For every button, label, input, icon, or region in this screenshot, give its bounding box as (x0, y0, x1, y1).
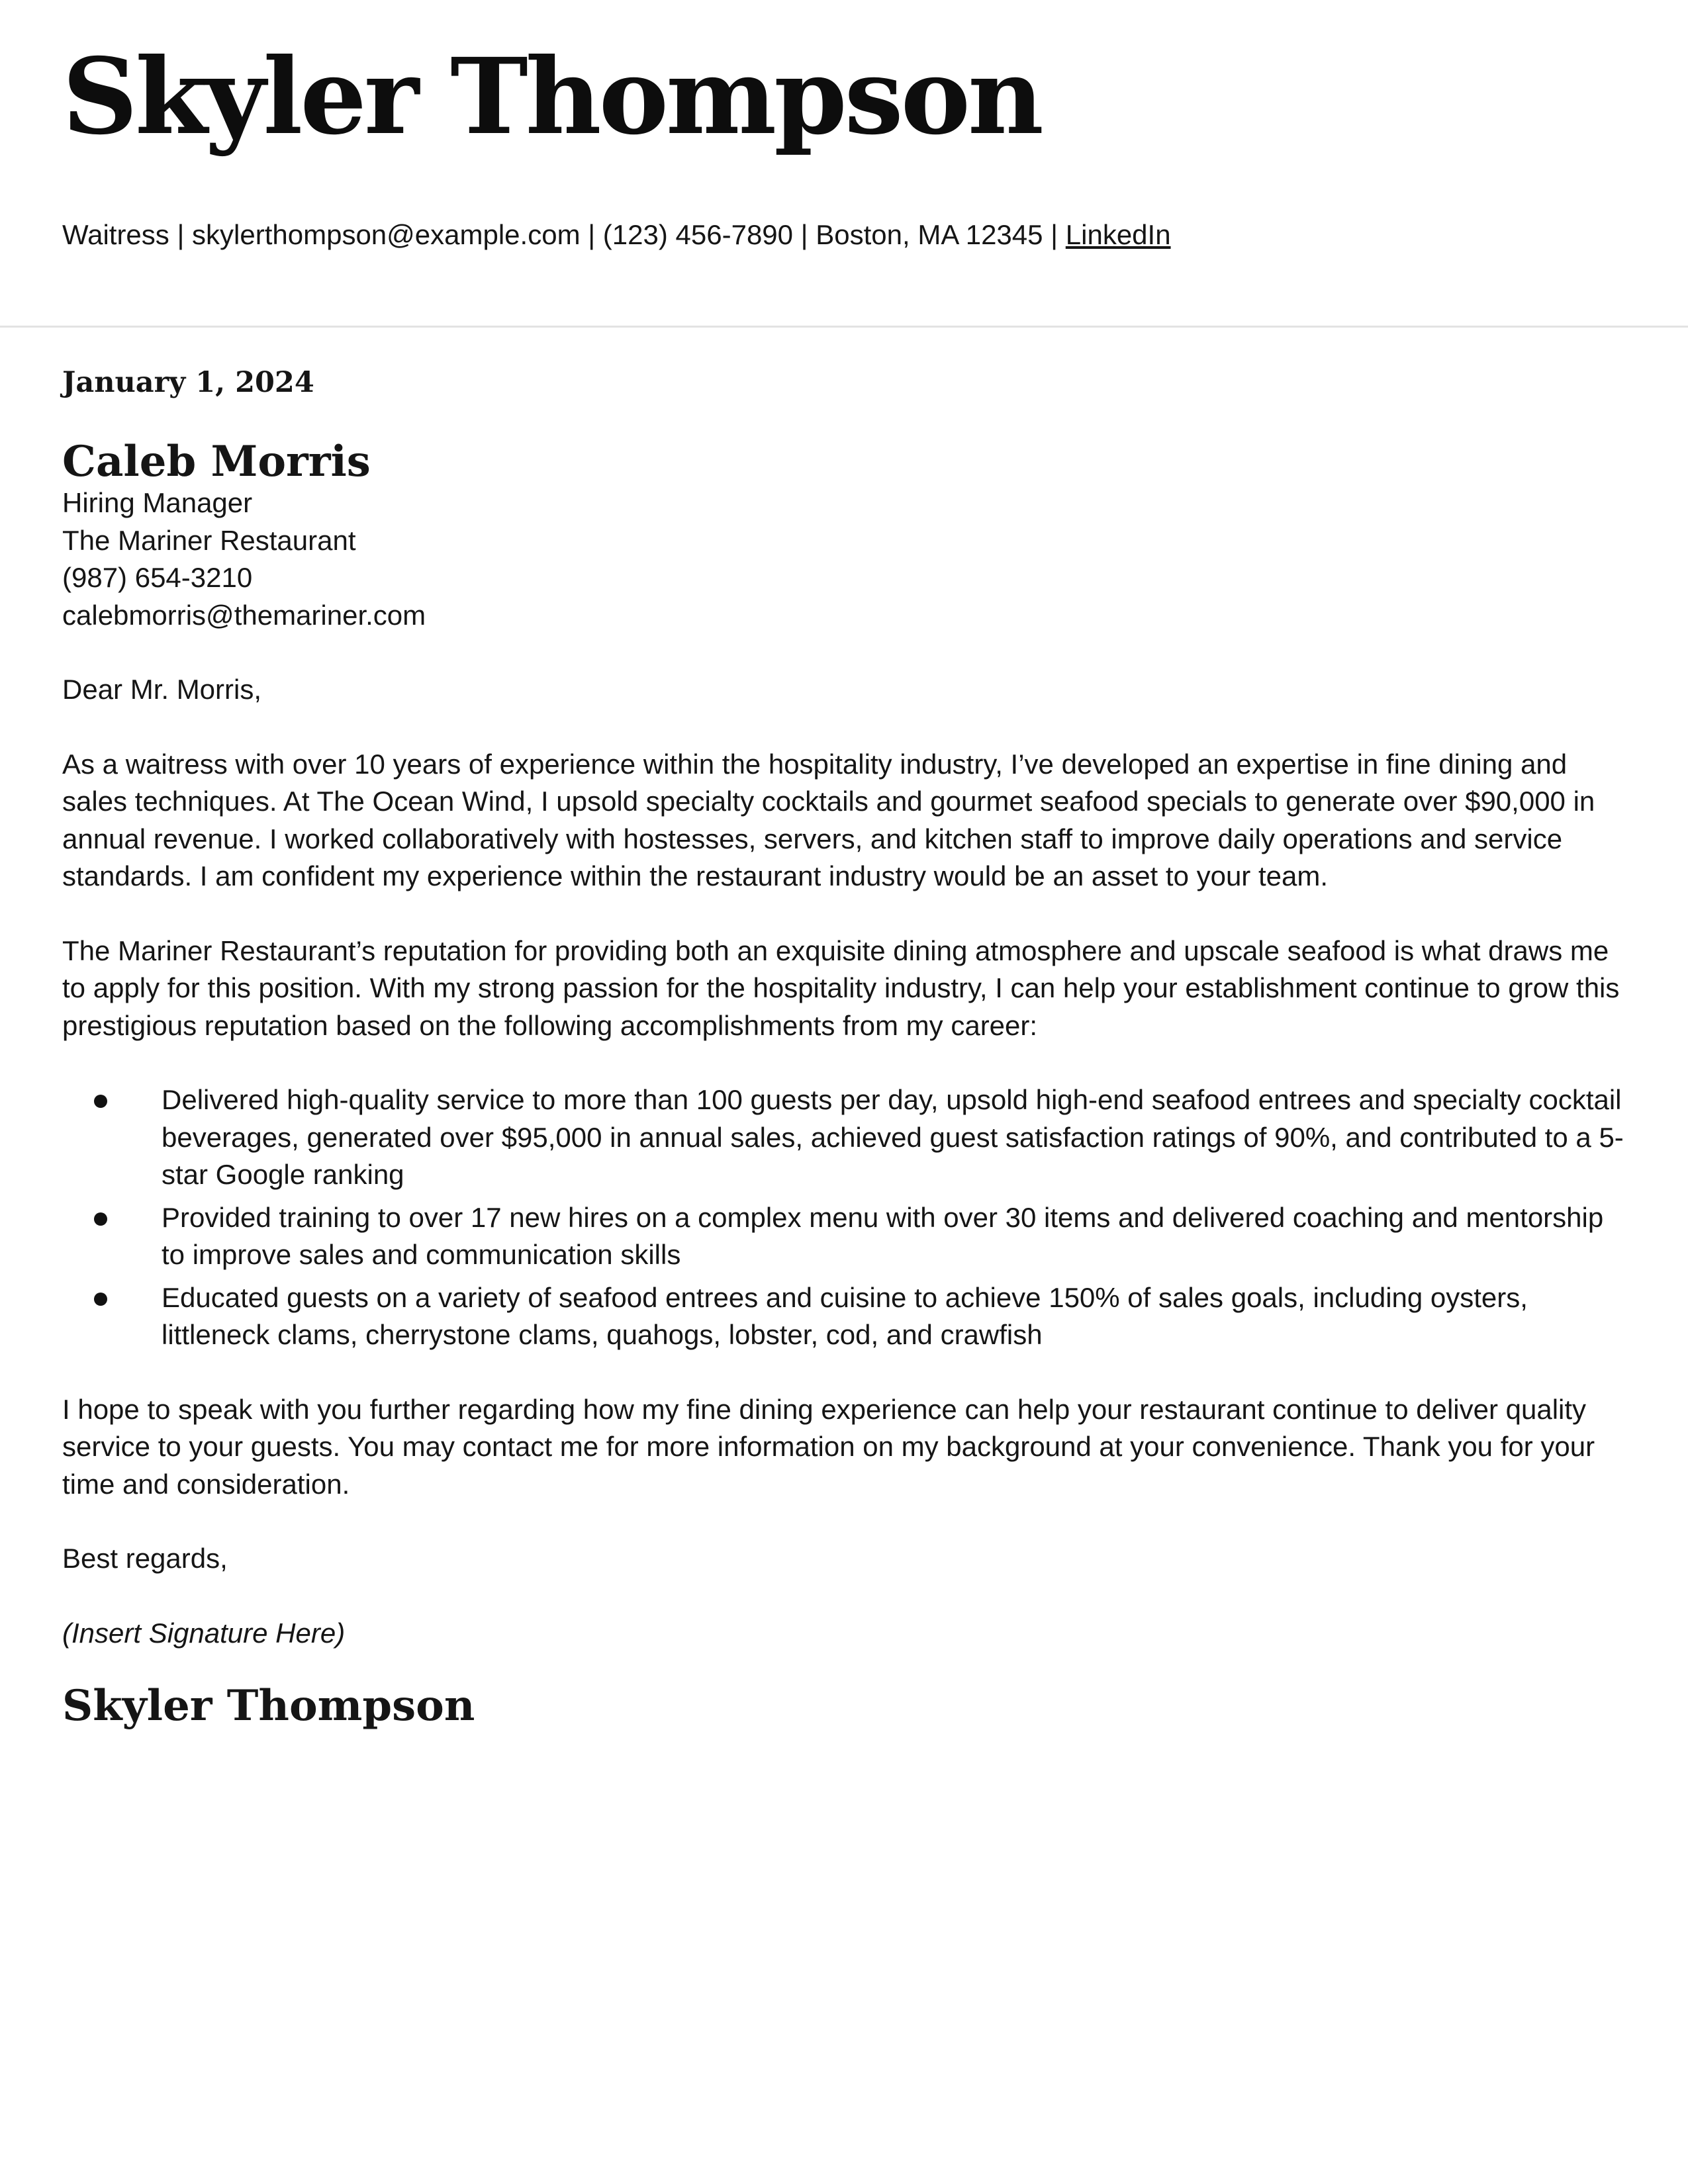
recipient-name: Caleb Morris (62, 437, 371, 486)
letter-body (62, 363, 1624, 1733)
signature-name: Skyler Thompson (62, 1681, 475, 1731)
spacer (62, 1044, 1624, 1081)
contact-details: Waitress | skylerthompson@example.com | (123) 456-7890 | Boston, MA 12345 | (62, 219, 1066, 250)
list-item-text: Provided training to over 17 new hires on a complex menu with over 30 items and delivered coaching and mentorship to improve sales and communication skills (162, 1201, 1604, 1270)
bullet-icon (94, 1095, 107, 1108)
recipient-email: calebmorris@themariner.com (62, 599, 426, 631)
linkedin-link[interactable]: LinkedIn (1065, 219, 1171, 250)
list-item (62, 1279, 1624, 1354)
spacer (62, 709, 1624, 746)
recipient-title: Hiring Manager (62, 487, 253, 518)
sender-name: Skyler Thompson (62, 36, 1041, 158)
paragraph-closing: I hope to speak with you further regarding how my fine dining experience can help your restaurant continue to deliver quality service to your guests. You may contact me for more information on my background at your convenience. Thank you for your time and consideration. (62, 1393, 1595, 1500)
paragraph-motivation: The Mariner Restaurant’s reputation for providing both an exquisite dining atmosphere and upscale seafood is what draws me to apply for this position. With my strong passion for the hospitality industry, I can help your establishment continue to grow this prestigious reputation based on the following accomplishments from my career: (62, 934, 1620, 1041)
list-item (62, 1081, 1624, 1194)
spacer (62, 1578, 1624, 1615)
paragraph-intro: As a waitress with over 10 years of experience within the hospitality industry, I’ve developed an expertise in fine dining and sales techniques. At The Ocean Wind, I upsold specialty cocktails and gourmet seafood specials to generate over $90,000 in annual revenue. I worked collaboratively with hostesses, servers, and kitchen staff to improve daily operations and service standards. I am confident my experience within the restaurant industry would be an asset to your team. (62, 748, 1595, 891)
recipient-company: The Mariner Restaurant (62, 524, 356, 556)
spacer (62, 895, 1624, 933)
bullet-icon (94, 1293, 107, 1306)
letter-header (0, 0, 1688, 328)
list-item (62, 1199, 1624, 1274)
recipient-block (62, 435, 1624, 634)
recipient-phone: (987) 654-3210 (62, 562, 253, 593)
letter-date: January 1, 2024 (62, 366, 314, 399)
spacer (62, 1359, 1624, 1391)
signature-placeholder: (Insert Signature Here) (62, 1617, 346, 1649)
salutation: Dear Mr. Morris, (62, 674, 262, 705)
closing: Best regards, (62, 1543, 228, 1574)
list-item-text: Delivered high-quality service to more than 100 guests per day, upsold high-end seafood entrees and specialty cocktail beverages, generated over $95,000 in annual sales, achieved guest satisfaction ratings of 90%, and contributed to a 5-star Google ranking (162, 1084, 1624, 1190)
contact-line (62, 217, 1171, 253)
spacer (62, 1503, 1624, 1540)
spacer (62, 634, 1624, 671)
bullet-icon (94, 1212, 107, 1226)
list-item-text: Educated guests on a variety of seafood entrees and cuisine to achieve 150% of sales goals, including oysters, littleneck clams, cherrystone clams, quahogs, lobster, cod, and crawfish (162, 1281, 1528, 1350)
accomplishments-list (62, 1081, 1624, 1354)
